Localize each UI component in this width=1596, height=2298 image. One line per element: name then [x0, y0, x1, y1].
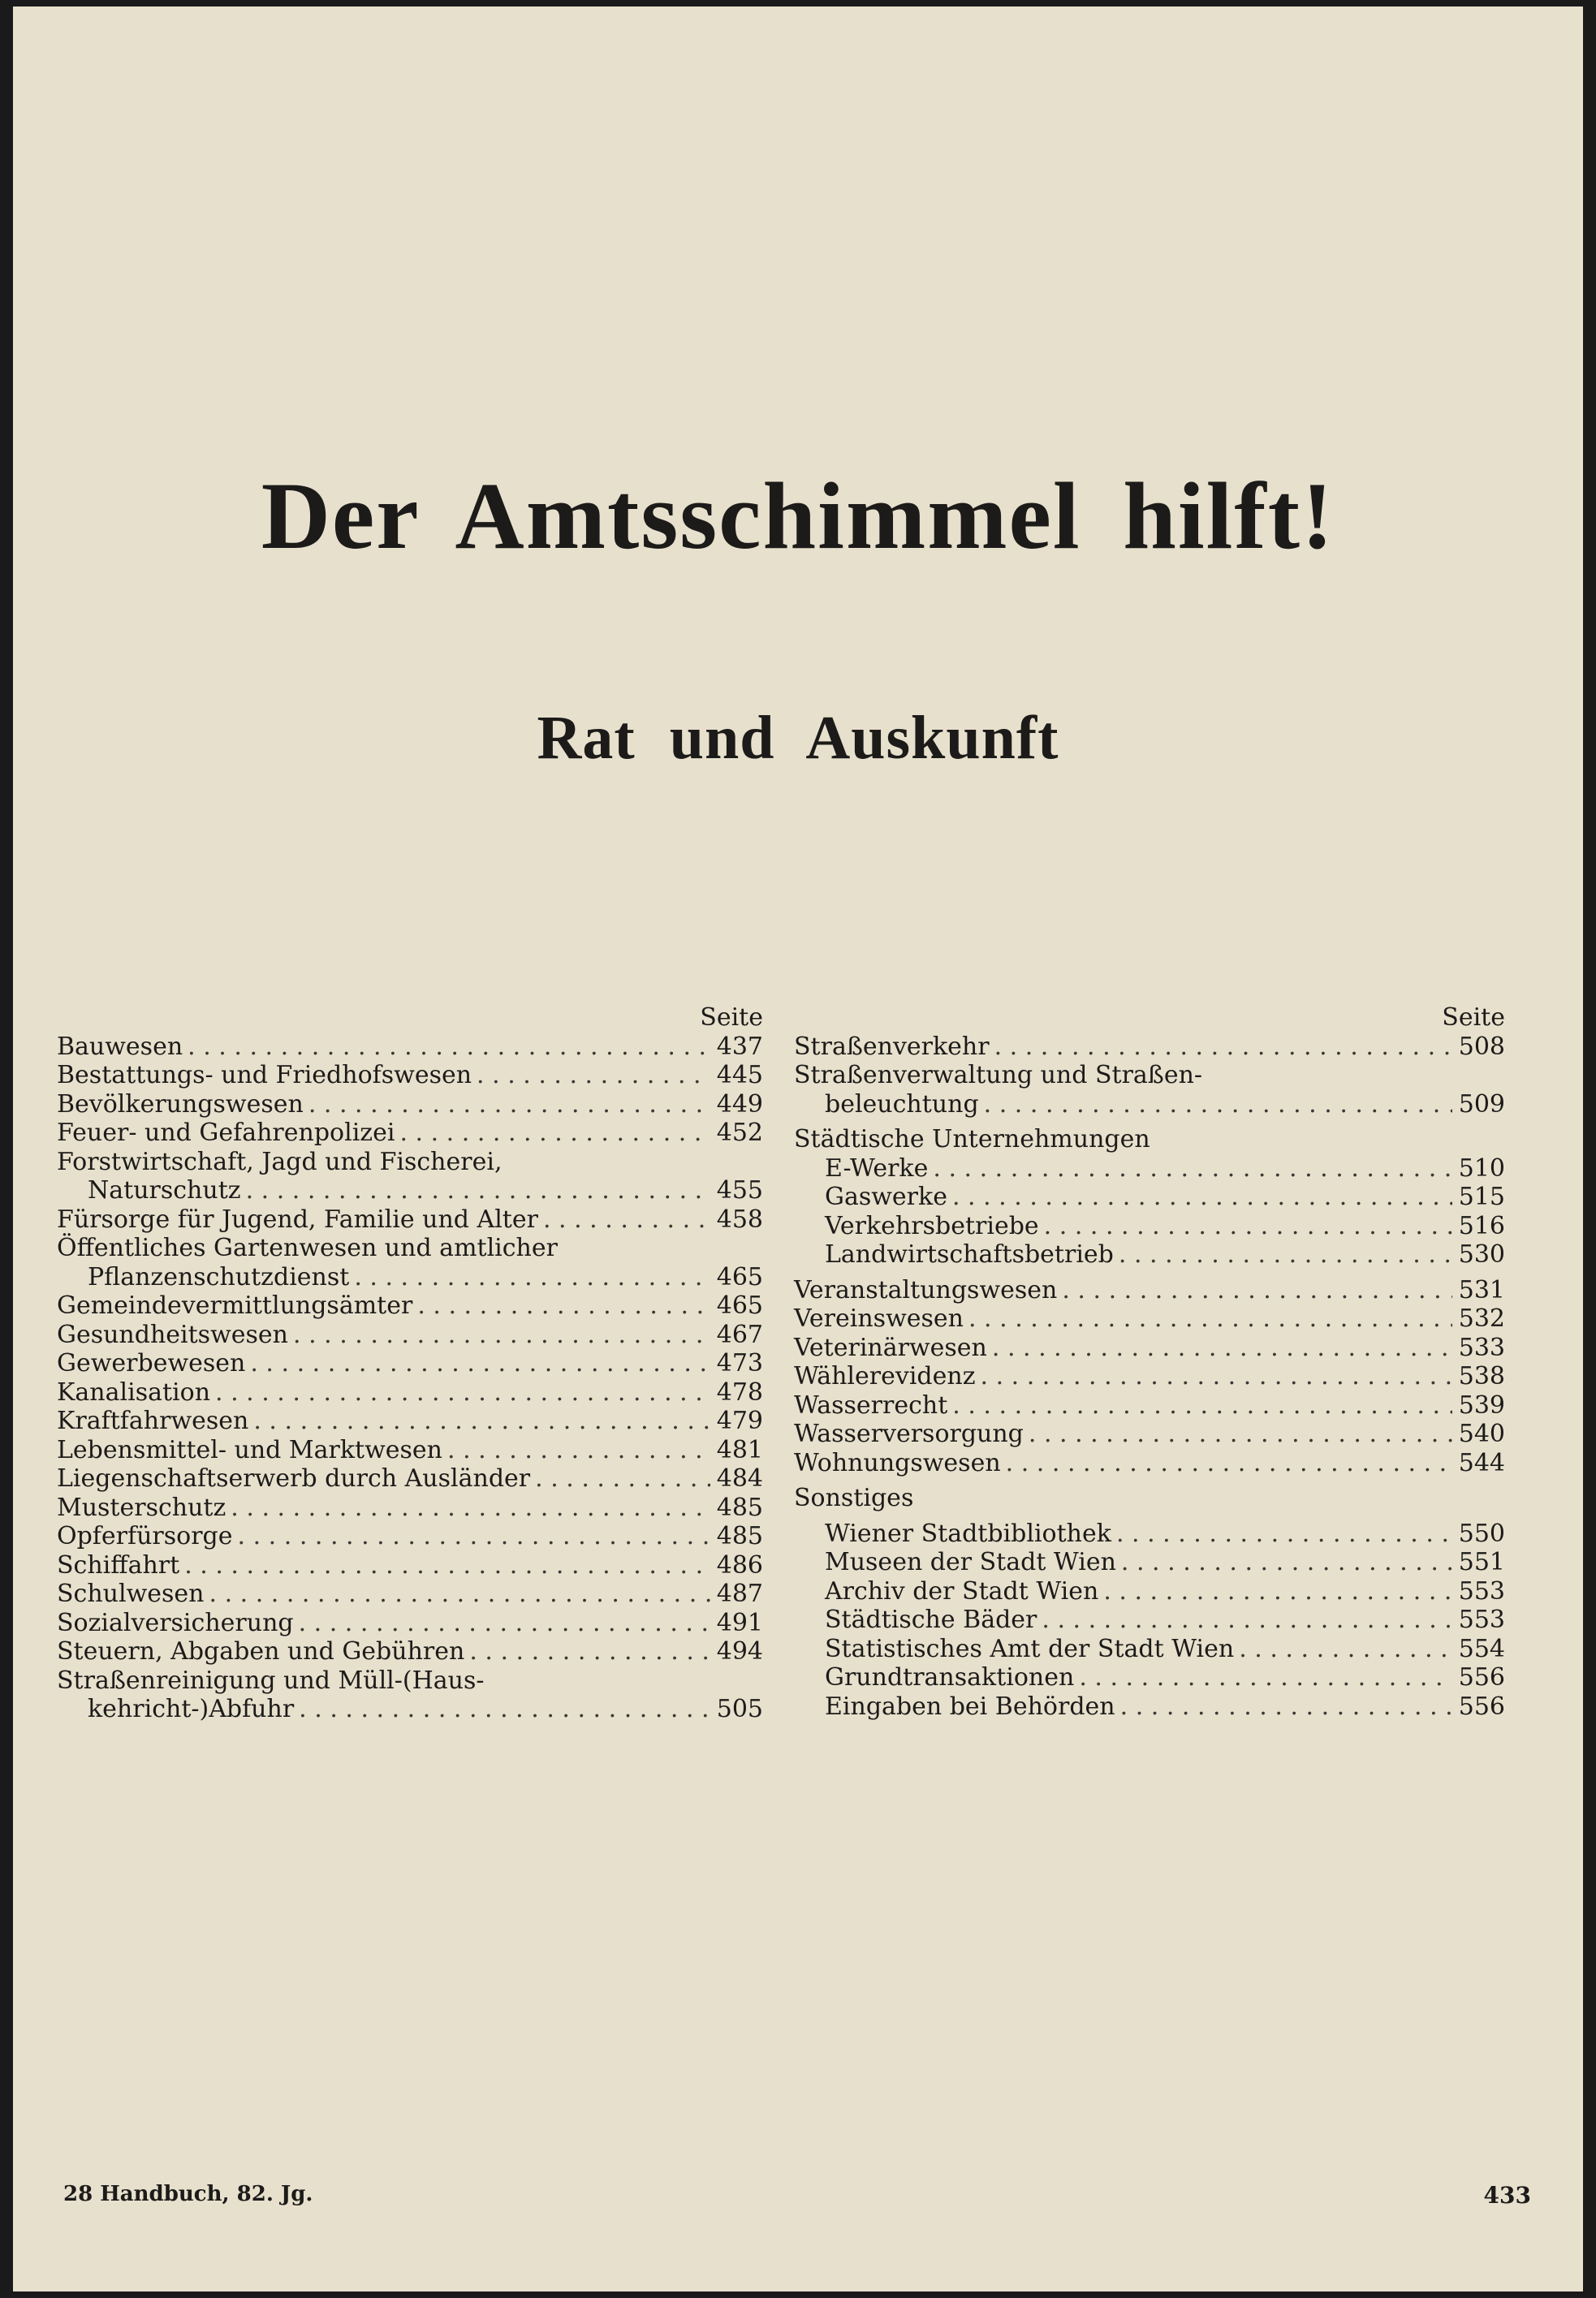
- toc-entry-page: 465: [716, 1262, 763, 1291]
- toc-entry-label: Öffentliches Gartenwesen und amtlicher: [57, 1234, 558, 1262]
- leader-dots: [399, 1119, 710, 1148]
- toc-entry-firstline: [57, 1234, 763, 1263]
- toc-entry-label: Opferfürsorge: [57, 1522, 233, 1550]
- leader-dots: [293, 1321, 710, 1350]
- footer-signature: 28 Handbuch, 82. Jg.: [63, 2182, 313, 2206]
- toc-entry-page: 531: [1458, 1275, 1505, 1304]
- leader-dots: [968, 1304, 1452, 1334]
- leader-dots: [299, 1609, 710, 1638]
- toc-entry-firstline: [794, 1061, 1505, 1090]
- leader-dots: [184, 1551, 710, 1580]
- toc-entry: [794, 1692, 1505, 1722]
- toc-entry-page: 510: [1458, 1153, 1505, 1183]
- toc-entry-label: Wiener Stadtbibliothek: [825, 1519, 1111, 1548]
- toc-entry-page: 485: [716, 1493, 763, 1522]
- toc-entry: [794, 1033, 1505, 1062]
- toc-entry: [57, 1291, 763, 1321]
- toc-entry-label: Veranstaltungswesen: [794, 1275, 1058, 1304]
- toc-entry-firstline: [57, 1148, 763, 1177]
- toc-entry: [794, 1212, 1505, 1241]
- toc-entry-label: Steuern, Abgaben und Gebühren: [57, 1637, 465, 1666]
- toc-entry-label: Schiffahrt: [57, 1550, 180, 1580]
- toc-left-list: [57, 1033, 763, 1724]
- toc-entry-page: 491: [716, 1608, 763, 1637]
- toc-entry: [57, 1033, 763, 1062]
- toc-entry-page: 473: [716, 1349, 763, 1378]
- toc-entry: [794, 1183, 1505, 1212]
- toc-entry: [57, 1263, 763, 1292]
- section-heading: Sonstiges: [794, 1484, 914, 1512]
- leader-dots: [253, 1407, 710, 1436]
- leader-dots: [1029, 1420, 1452, 1449]
- leader-dots: [543, 1205, 710, 1235]
- toc-entry-page: 479: [716, 1407, 763, 1435]
- leader-dots: [231, 1494, 710, 1523]
- toc-entry-label: Liegenschaftserwerb durch Ausländer: [57, 1464, 531, 1493]
- leader-dots: [981, 1362, 1452, 1391]
- toc-entry-page: 484: [716, 1464, 763, 1493]
- leader-dots: [1121, 1548, 1452, 1577]
- leader-dots: [1120, 1692, 1452, 1722]
- toc-entry-label: Kraftfahrwesen: [57, 1407, 249, 1435]
- leader-dots: [1006, 1449, 1452, 1478]
- toc-entry: [57, 1407, 763, 1436]
- toc-entry: [57, 1436, 763, 1465]
- leader-dots: [1239, 1635, 1452, 1664]
- leader-dots: [417, 1291, 710, 1321]
- leader-dots: [469, 1637, 710, 1666]
- toc-entry-label: Verkehrsbetriebe: [825, 1211, 1039, 1240]
- toc-entry-label: Gemeindevermittlungsämter: [57, 1291, 413, 1320]
- section-heading: Städtische Unternehmungen: [794, 1125, 1150, 1153]
- toc-entry-label: Gewerbewesen: [57, 1349, 246, 1378]
- toc-entry-page: 538: [1458, 1362, 1505, 1390]
- toc-entry: [57, 1580, 763, 1609]
- toc-entry-label: Straßenreinigung und Müll-(Haus-: [57, 1666, 485, 1695]
- toc-entry-page: 452: [716, 1119, 763, 1147]
- toc-entry-page: 445: [716, 1061, 763, 1089]
- toc-entry-page: 554: [1458, 1634, 1505, 1663]
- toc-entry-label: Schulwesen: [57, 1580, 205, 1608]
- toc-entry-page: 556: [1458, 1663, 1505, 1692]
- toc-right-column: [794, 1003, 1505, 1721]
- toc-entry-label: Bestattungs- und Friedhofswesen: [57, 1061, 472, 1089]
- toc-entry: [57, 1349, 763, 1378]
- toc-entry-page: 487: [716, 1580, 763, 1608]
- toc-entry-label: Naturschutz: [88, 1176, 241, 1205]
- toc-entry-page: 508: [1458, 1032, 1505, 1061]
- toc-entry-page: 516: [1458, 1211, 1505, 1240]
- toc-entry: [794, 1606, 1505, 1635]
- toc-entry-label: Kanalisation: [57, 1378, 211, 1407]
- toc-right-list-sonstiges: [794, 1520, 1505, 1722]
- toc-entry-label: Lebensmittel- und Marktwesen: [57, 1435, 442, 1464]
- leader-dots: [477, 1061, 710, 1090]
- toc-entry-label: Fürsorge für Jugend, Familie und Alter: [57, 1205, 538, 1234]
- leader-dots: [215, 1378, 710, 1408]
- leader-dots: [535, 1464, 710, 1494]
- toc-entry-label: Archiv der Stadt Wien: [825, 1576, 1099, 1606]
- toc-entry: [57, 1695, 763, 1724]
- toc-entry-page: 478: [716, 1378, 763, 1407]
- column-header: Seite: [700, 1003, 763, 1032]
- toc-entry-label: Straßenverkehr: [794, 1032, 990, 1061]
- leader-dots: [1103, 1577, 1451, 1606]
- toc-entry: [57, 1378, 763, 1408]
- toc-entry-page: 437: [716, 1032, 763, 1061]
- leader-dots: [984, 1090, 1452, 1119]
- toc-entry: [57, 1494, 763, 1523]
- toc-entry: [57, 1637, 763, 1666]
- toc-entry-page: 530: [1458, 1240, 1505, 1269]
- toc-entry-page: 458: [716, 1205, 763, 1234]
- toc-entry-page: 449: [716, 1089, 763, 1119]
- toc-right-list-top: [794, 1033, 1505, 1154]
- toc-entry-label: Vereinswesen: [794, 1304, 964, 1333]
- toc-entry-page: 540: [1458, 1420, 1505, 1448]
- toc-entry-label: Wählerevidenz: [794, 1362, 976, 1390]
- leader-dots: [933, 1154, 1451, 1183]
- toc-entry: [794, 1362, 1505, 1391]
- leader-dots: [992, 1334, 1452, 1363]
- toc-entry-page: 556: [1458, 1692, 1505, 1721]
- toc-entry: [57, 1119, 763, 1148]
- toc-entry-label: Musterschutz: [57, 1493, 226, 1522]
- toc-entry: [794, 1334, 1505, 1363]
- leader-dots: [238, 1522, 710, 1551]
- toc-entry-page: 505: [716, 1695, 763, 1723]
- leader-dots: [354, 1263, 710, 1292]
- leader-dots: [952, 1391, 1451, 1421]
- toc-entry: [57, 1321, 763, 1350]
- leader-dots: [1079, 1663, 1451, 1692]
- toc-entry: [57, 1061, 763, 1090]
- footer-page-number: 433: [1483, 2182, 1531, 2209]
- toc-entry-label: Feuer- und Gefahrenpolizei: [57, 1119, 395, 1147]
- toc-entry: [794, 1577, 1505, 1606]
- toc-entry-page: 553: [1458, 1606, 1505, 1634]
- leader-dots: [188, 1033, 710, 1062]
- toc-entry-label: Statistisches Amt der Stadt Wien: [825, 1634, 1235, 1663]
- toc-entry-label: Straßenverwaltung und Straßen-: [794, 1061, 1203, 1089]
- toc-entry-page: 481: [716, 1435, 763, 1464]
- toc-entry-page: 553: [1458, 1576, 1505, 1606]
- toc-entry-label: Veterinärwesen: [794, 1333, 987, 1362]
- toc-entry: [794, 1240, 1505, 1270]
- leader-dots: [209, 1580, 710, 1609]
- column-header: Seite: [1442, 1003, 1505, 1032]
- toc-left-column: [57, 1003, 763, 1724]
- toc-entry: [57, 1176, 763, 1205]
- leader-dots: [250, 1349, 710, 1378]
- toc-entry: [794, 1663, 1505, 1692]
- toc-entry-label: Landwirtschaftsbetrieb: [825, 1240, 1114, 1269]
- leader-dots: [1044, 1212, 1452, 1241]
- toc-entry-page: 532: [1458, 1304, 1505, 1333]
- toc-entry-page: 486: [716, 1550, 763, 1580]
- toc-entry-page: 515: [1458, 1183, 1505, 1211]
- leader-dots: [299, 1695, 710, 1724]
- toc-entry: [794, 1520, 1505, 1549]
- document-page: [13, 6, 1583, 2292]
- toc-entry-label: kehricht-)Abfuhr: [88, 1695, 295, 1723]
- toc-entry: [794, 1304, 1505, 1334]
- toc-entry-label: Wasserrecht: [794, 1390, 948, 1420]
- leader-dots: [994, 1033, 1452, 1062]
- toc-entry-page: 533: [1458, 1333, 1505, 1362]
- toc-entry: [794, 1420, 1505, 1449]
- leader-dots: [447, 1436, 710, 1465]
- leader-dots: [1119, 1240, 1452, 1270]
- toc-entry: [794, 1276, 1505, 1305]
- toc-entry-label: Wasserversorgung: [794, 1420, 1024, 1448]
- leader-dots: [1062, 1276, 1451, 1305]
- toc-entry: [57, 1551, 763, 1580]
- toc-entry-label: beleuchtung: [825, 1089, 979, 1119]
- leader-dots: [1042, 1606, 1451, 1635]
- toc-right-list-main: [794, 1276, 1505, 1478]
- toc-entry: [794, 1154, 1505, 1183]
- toc-entry-label: Gaswerke: [825, 1183, 947, 1211]
- toc-entry-page: 467: [716, 1320, 763, 1349]
- toc-entry-page: 509: [1458, 1089, 1505, 1119]
- toc-entry-label: Gesundheitswesen: [57, 1320, 288, 1349]
- toc-entry-label: Museen der Stadt Wien: [825, 1548, 1116, 1576]
- toc-entry-page: 550: [1458, 1519, 1505, 1548]
- toc-entry: [57, 1609, 763, 1638]
- toc-entry-page: 539: [1458, 1390, 1505, 1420]
- toc-entry-page: 494: [716, 1637, 763, 1666]
- toc-right-list-staedtische: [794, 1154, 1505, 1270]
- leader-dots: [246, 1176, 710, 1205]
- page-title: Der Amtsschimmel hilft!: [261, 463, 1335, 569]
- toc-entry-label: Eingaben bei Behörden: [825, 1692, 1115, 1721]
- toc-entry: [794, 1391, 1505, 1421]
- toc-entry: [57, 1522, 763, 1551]
- toc-entry-label: Städtische Bäder: [825, 1606, 1037, 1634]
- leader-dots: [952, 1183, 1452, 1212]
- toc-entry-page: 551: [1458, 1548, 1505, 1576]
- toc-entry-label: E-Werke: [825, 1153, 929, 1183]
- toc-entry: [794, 1548, 1505, 1577]
- toc-entry-label: Sozialversicherung: [57, 1608, 294, 1637]
- toc-entry: [57, 1464, 763, 1494]
- toc-entry-page: 544: [1458, 1448, 1505, 1477]
- toc-entry-page: 485: [716, 1522, 763, 1550]
- toc-entry-label: Bevölkerungswesen: [57, 1089, 304, 1119]
- toc-entry: [794, 1449, 1505, 1478]
- toc-entry-label: Pflanzenschutzdienst: [88, 1262, 350, 1291]
- toc-entry-page: 455: [716, 1176, 763, 1205]
- toc-entry: [57, 1090, 763, 1119]
- toc-entry: [57, 1205, 763, 1235]
- toc-entry-label: Bauwesen: [57, 1032, 183, 1061]
- toc-entry: [794, 1090, 1505, 1119]
- toc-entry-label: Forstwirtschaft, Jagd und Fischerei,: [57, 1147, 503, 1176]
- toc-entry-label: Grundtransaktionen: [825, 1663, 1075, 1692]
- leader-dots: [1116, 1520, 1452, 1549]
- toc-entry-label: Wohnungswesen: [794, 1448, 1001, 1477]
- toc-entry: [794, 1635, 1505, 1664]
- page-subtitle: Rat und Auskunft: [537, 704, 1059, 772]
- leader-dots: [308, 1090, 710, 1119]
- toc-entry-firstline: [57, 1666, 763, 1696]
- toc-entry-page: 465: [716, 1291, 763, 1320]
